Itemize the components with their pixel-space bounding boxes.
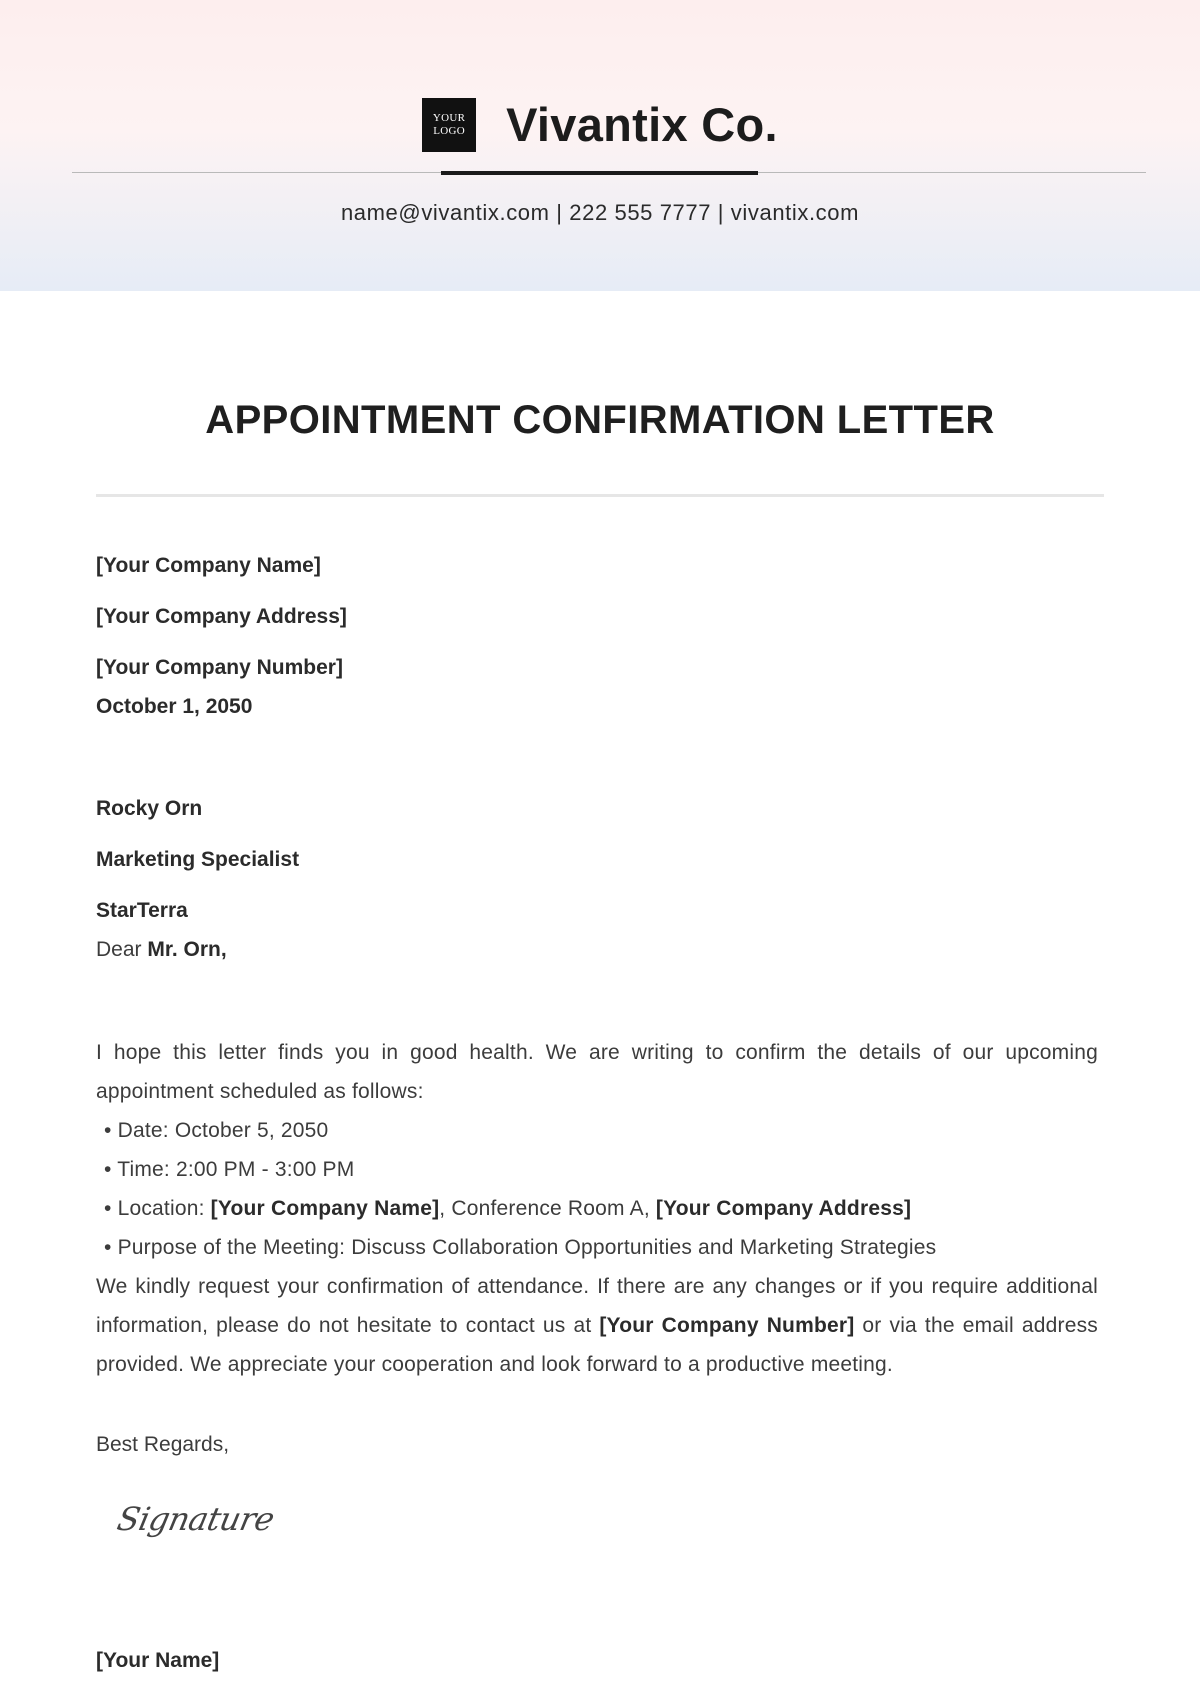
recipient-position: Marketing Specialist bbox=[96, 848, 300, 871]
logo-line-2: LOGO bbox=[433, 124, 465, 137]
salutation-prefix: Dear bbox=[96, 938, 148, 961]
contact-info: name@vivantix.com | 222 555 7777 | vivantix.com bbox=[340, 200, 860, 225]
recipient-company: StarTerra bbox=[96, 899, 188, 922]
location-middle: , Conference Room A, bbox=[439, 1197, 656, 1220]
location-company: [Your Company Name] bbox=[210, 1197, 440, 1220]
location-address: [Your Company Address] bbox=[655, 1197, 912, 1220]
location-prefix: • Location: bbox=[104, 1197, 211, 1220]
logo-placeholder bbox=[422, 98, 476, 152]
document-title: APPOINTMENT CONFIRMATION LETTER bbox=[205, 398, 995, 442]
intro-paragraph: I hope this letter finds you in good health. We are writing to confirm the details of our upcoming appointment scheduled as follows: bbox=[96, 1041, 1098, 1103]
request-company-number: [Your Company Number] bbox=[599, 1314, 855, 1337]
brand bbox=[0, 97, 1200, 152]
request-text-2: or via the email address provided. We appreciate your cooperation and look forward to a productive meeting. bbox=[96, 1314, 1099, 1376]
sender-company-name: [Your Company Name] bbox=[96, 554, 321, 577]
bullet-purpose: • Purpose of the Meeting: Discuss Collaboration Opportunities and Marketing Strategies bbox=[104, 1236, 937, 1259]
bullet-date: • Date: October 5, 2050 bbox=[104, 1119, 329, 1142]
company-name: Vivantix Co. bbox=[506, 98, 778, 151]
salutation bbox=[96, 938, 227, 962]
signature-image: Signature bbox=[113, 1500, 278, 1538]
bullet-location bbox=[104, 1197, 911, 1221]
letterhead bbox=[0, 0, 1200, 291]
logo-line-1: YOUR bbox=[432, 111, 466, 124]
signer-name: [Your Name] bbox=[96, 1649, 220, 1672]
request-paragraph bbox=[96, 1267, 1098, 1384]
recipient-name: Rocky Orn bbox=[96, 797, 203, 820]
sender-company-number: [Your Company Number] bbox=[96, 656, 343, 679]
title-divider bbox=[96, 494, 1104, 497]
salutation-name: Mr. Orn, bbox=[147, 938, 227, 961]
letter-date: October 1, 2050 bbox=[96, 695, 253, 718]
request-text-1: We kindly request your confirmation of attendance. If there are any changes or if you require additional information, please do not hesitate to contact us at bbox=[96, 1275, 1098, 1337]
bullet-time: • Time: 2:00 PM - 3:00 PM bbox=[104, 1158, 355, 1181]
sender-company-address: [Your Company Address] bbox=[96, 605, 347, 628]
closing: Best Regards, bbox=[96, 1433, 230, 1456]
header-rule-accent bbox=[441, 171, 758, 175]
